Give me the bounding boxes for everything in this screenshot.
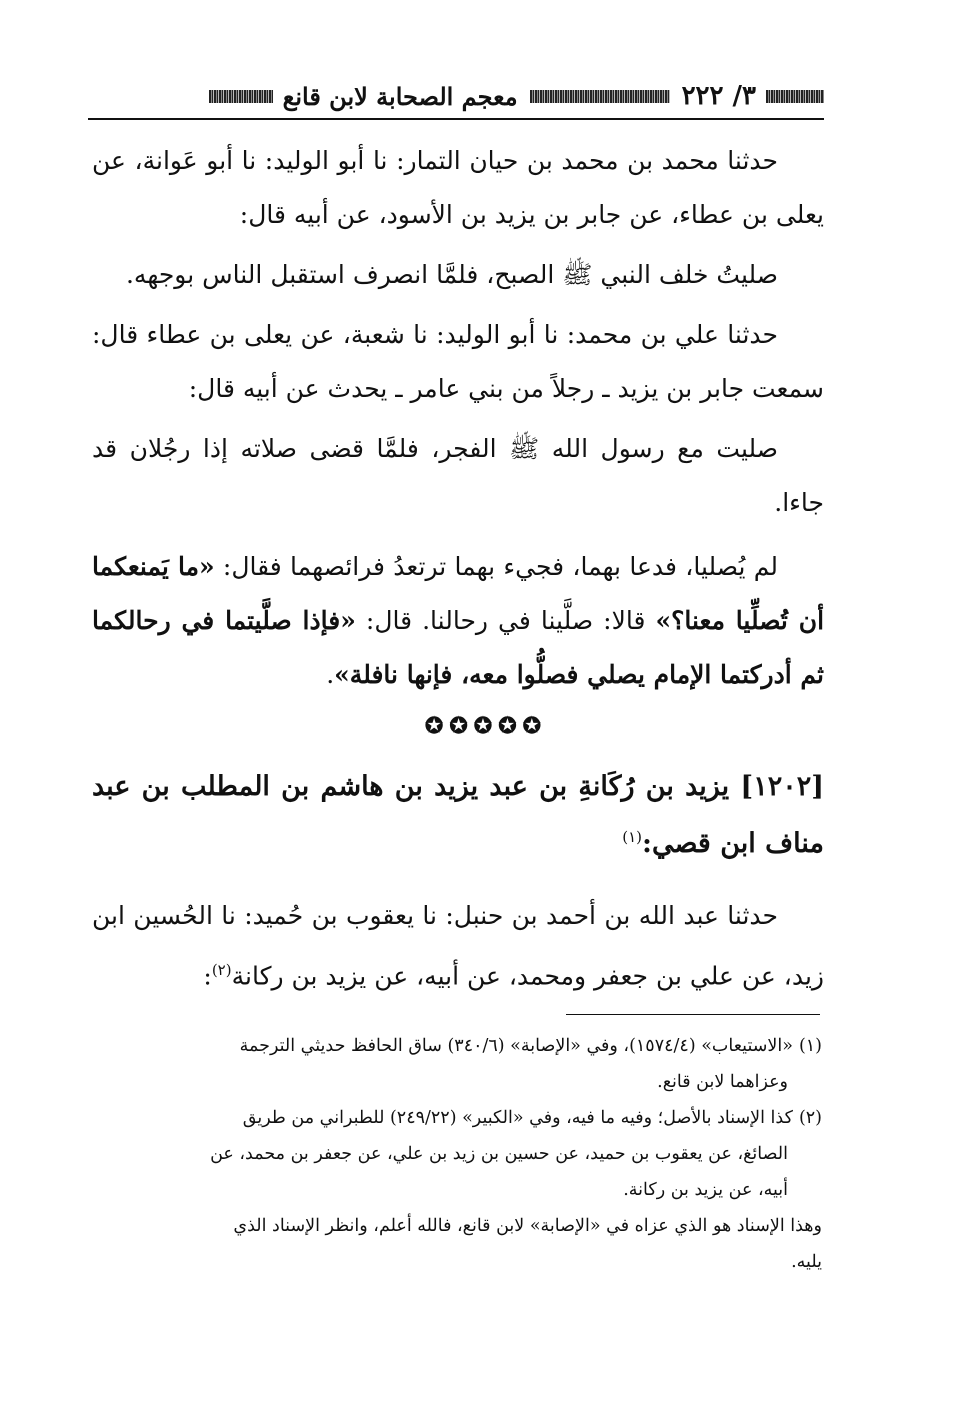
entry-heading-text: [١٢٠٢] يزيد بن رُكَانةِ بن عبد يزيد بن هاشم بن المطلب بن عبد مناف ابن قصي: <box>92 771 824 859</box>
paragraph-hadith-1: صليتُ خلف النبي ﷺ الصبح، فلمَّا انصرف استقبل الناس بوجهه. <box>125 260 778 289</box>
footnote-2-line-2: الصائغ، عن يعقوب بن حميد، عن حسين بن زيد بن علي، عن جعفر بن محمد، عن <box>210 1144 788 1164</box>
header-ornament-middle <box>530 90 670 103</box>
footnote-2-line-3: أبيه، عن يزيد بن ركانة. <box>623 1180 788 1200</box>
footnote-2-line-1 <box>88 1100 822 1136</box>
paragraph-hadith-2-continued <box>92 540 824 702</box>
paragraph-isnad-3 <box>92 889 824 1003</box>
footnote-1-number: (١) <box>798 1036 822 1056</box>
footnote-2-line-4: وهذا الإسناد هو الذي عزاه في «الإصابة» لابن قانع، فالله أعلم، وانظر الإسناد الذي <box>233 1216 822 1236</box>
footnote-ref-2: (٢) <box>211 961 232 979</box>
footnote-1-line-2: وعزاهما لابن قانع. <box>657 1072 788 1092</box>
header-rule <box>88 118 824 120</box>
footnote-2-number: (٢) <box>798 1108 822 1128</box>
footnote-2-line-5: يليه. <box>791 1252 822 1272</box>
header-ornament-left <box>209 90 273 103</box>
main-text <box>92 134 824 702</box>
text-end: . <box>326 660 335 689</box>
entry-section <box>92 762 824 1003</box>
isnad-3-end: : <box>203 961 212 991</box>
entry-heading <box>92 762 824 869</box>
text-plain-mid: قالا: صلَّينا في رحالنا. قال: <box>355 606 656 635</box>
paragraph-hadith-2: صليت مع رسول الله ﷺ الفجر، فلمَّا قضى صلاته إذا رجُلان قد جاءا. <box>92 434 824 517</box>
footnote-rule <box>566 1014 820 1015</box>
footnote-2-text: كذا الإسناد بالأصل؛ وفيه ما فيه، وفي «الكبير» (٢٤٩/٢٢) للطبراني من طريق <box>242 1108 793 1128</box>
section-divider-stars: ✪✪✪✪✪ <box>424 713 548 739</box>
header-ornament-right <box>766 90 824 103</box>
paragraph-isnad-1: حدثنا محمد بن محمد بن حيان التمار: نا أبو الوليد: نا أبو عَوانة، عن يعلى بن عطاء، عن جابر بن يزيد بن الأسود، عن أبيه قال: <box>92 146 824 229</box>
running-header <box>88 74 824 118</box>
text-plain: لم يُصليا، فدعا بهما، فجيء بهما ترتعدُ فرائصهما فقال: <box>214 552 778 581</box>
isnad-3-text: حدثنا عبد الله بن أحمد بن حنبل: نا يعقوب بن حُميد: نا الحُسين ابن زيد، عن علي بن جعفر ومحمد، عن أبيه، عن يزيد بن ركانة <box>92 901 824 991</box>
page-number: ٣/ ٢٢٢ <box>681 81 756 111</box>
footnote-1-text: «الاستيعاب» (١٥٧٤/٤)، وفي «الإصابة» (٣٤٠/٦) ساق الحافظ حديثي الترجمة <box>239 1036 793 1056</box>
book-title: معجم الصحابة لابن قانع <box>282 81 518 111</box>
paragraph-isnad-2: حدثنا علي بن محمد: نا أبو الوليد: نا شعبة، عن يعلى بن عطاء قال: سمعت جابر بن يزيد ـ رجلاً من بني عامر ـ يحدث عن أبيه قال: <box>92 320 824 403</box>
footnotes <box>88 1028 822 1280</box>
quote-2: «فإذا صلَّيتما في رحالكما ثم أدركتما الإمام يصلي فصلُّوا معه، فإنها نافلة» <box>92 606 824 689</box>
footnote-ref-1: (١) <box>622 828 642 846</box>
footnote-1-line-1 <box>88 1028 822 1064</box>
quote-1: «ما يَمنعكما أن تُصلِّيا معنا؟» <box>92 552 825 635</box>
